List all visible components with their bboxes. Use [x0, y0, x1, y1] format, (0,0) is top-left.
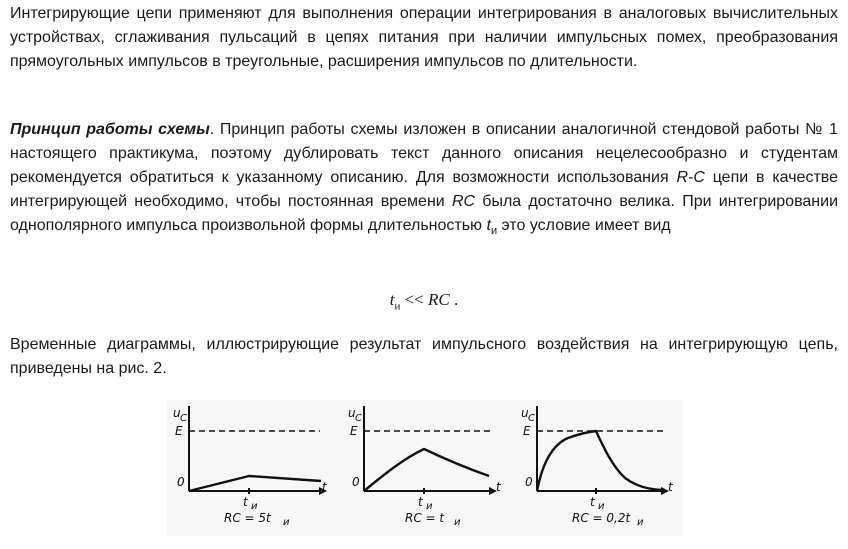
tick-label-sub: и	[426, 501, 433, 512]
voltage-curve	[537, 431, 665, 491]
paragraph-diagrams: Временные диаграммы, иллюстрирующие результат импульсного воздействия на интегрирующую цепь, приведены на рис. 2.	[10, 336, 838, 377]
formula-t: t	[389, 290, 395, 309]
panel-caption-sub: и	[454, 517, 461, 528]
paragraph-intro: Интегрирующие цепи применяют для выполнения операции интегрирования в аналоговых вычислительных устройствах, сглаживания пульсаций в цепях питания при наличии импульсных помех, преобразования прямоугольных импульсов в треугольные, расширения импульсов по длительности.	[10, 5, 838, 70]
figure-timing-diagrams	[167, 400, 683, 536]
tick-label: t	[243, 495, 248, 509]
voltage-curve	[364, 449, 489, 491]
e-label: E	[175, 424, 183, 438]
principle-text-4: это условие имеет вид	[497, 217, 671, 234]
e-label: E	[350, 424, 358, 438]
y-label: u	[348, 406, 356, 420]
y-label-sub: C	[355, 413, 362, 424]
tick-label: t	[590, 495, 595, 509]
rc-term: RC	[451, 193, 476, 210]
formula-rhs: RC	[428, 290, 450, 309]
tick-label-sub: и	[598, 501, 605, 512]
y-label: u	[521, 406, 529, 420]
paragraph-principle	[10, 118, 838, 243]
panel-caption: RC = t	[405, 511, 445, 525]
panel-caption-sub: и	[283, 517, 290, 528]
panel-caption-sub: и	[637, 517, 644, 528]
formula-operator: <<	[400, 290, 429, 309]
zero-label: 0	[177, 475, 185, 489]
principle-text-1: . Принцип работы схемы изложен в описании аналогичной стендовой работы № 1 настоящего практикума, поэтому дублировать текст данного описания нецелесообразно и студентам рекомендуется обратиться к указанному описанию. Для возможности использования	[10, 121, 838, 186]
principle-text-2: цепи в качестве интегрирующей необходимо, чтобы постоянная времени	[10, 169, 838, 210]
formula-end: .	[449, 290, 459, 309]
panel-rc-5	[173, 406, 328, 528]
zero-label: 0	[352, 475, 360, 489]
y-label: u	[173, 406, 181, 420]
t-label: t	[322, 480, 327, 494]
t-label: t	[496, 480, 501, 494]
principle-heading: Принцип работы схемы	[10, 121, 210, 138]
voltage-curve	[189, 476, 321, 491]
condition-formula	[0, 290, 848, 312]
t-label: t	[668, 480, 673, 494]
panel-caption: RC = 0,2t	[572, 511, 631, 525]
tick-label: t	[418, 495, 423, 509]
panel-rc-0-2	[521, 406, 674, 528]
rc-chain-term: R-C	[676, 169, 705, 186]
e-label: E	[523, 424, 531, 438]
panel-rc-1	[348, 406, 502, 528]
y-label-sub: C	[528, 413, 535, 424]
tick-label-sub: и	[251, 501, 258, 512]
formula-t-sub: и	[394, 300, 401, 313]
figure-svg	[167, 400, 683, 536]
panel-caption: RC = 5t	[224, 511, 271, 525]
principle-text-3: была достаточно велика. При интегрировании однополярного импульса произвольной формы длительностью	[10, 193, 839, 234]
y-label-sub: C	[180, 413, 187, 424]
zero-label: 0	[525, 475, 533, 489]
pulse-duration-symbol: t	[486, 217, 491, 234]
pulse-duration-subscript: и	[490, 225, 498, 238]
